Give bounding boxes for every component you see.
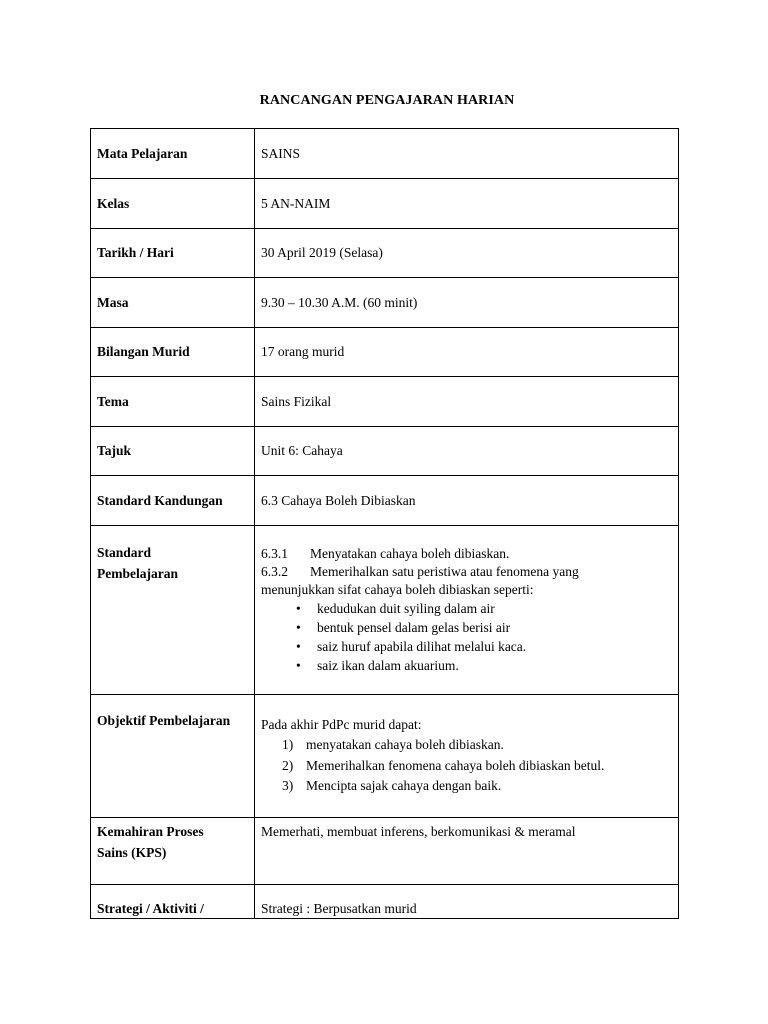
- label-standard-pembelajaran-line1: Standard: [97, 545, 152, 560]
- label-kps: [91, 818, 255, 885]
- bullet-icon: •: [296, 620, 301, 635]
- value-mata-pelajaran: SAINS: [255, 129, 679, 179]
- objektif-num: 1): [282, 737, 294, 752]
- bullet-icon: •: [296, 658, 301, 673]
- lesson-plan-table: [90, 128, 679, 919]
- value-strategi: Strategi : Berpusatkan murid: [255, 885, 679, 919]
- table-row-kps: [91, 818, 679, 885]
- objektif-num: 3): [282, 778, 294, 793]
- objektif-text: Memerihalkan fenomena cahaya boleh dibiaskan betul.: [306, 757, 605, 773]
- label-kps-line1: Kemahiran Proses: [97, 824, 204, 839]
- sp-item-1-text: Menyatakan cahaya boleh dibiaskan.: [310, 546, 510, 561]
- sp-bullet-text: bentuk pensel dalam gelas berisi air: [317, 620, 511, 635]
- label-standard-pembelajaran-line2: Pembelajaran: [97, 566, 178, 581]
- list-item: [261, 637, 672, 656]
- label-tema: Tema: [91, 377, 255, 427]
- sp-item-2: [261, 563, 672, 581]
- label-standard-kandungan: Standard Kandungan: [91, 476, 255, 526]
- label-bilangan-murid: Bilangan Murid: [91, 328, 255, 377]
- value-tema: Sains Fizikal: [255, 377, 679, 427]
- objektif-list: [261, 735, 672, 797]
- objektif-intro: Pada akhir PdPc murid dapat:: [261, 717, 422, 732]
- label-kelas: Kelas: [91, 179, 255, 229]
- table-row-kelas: [91, 179, 679, 229]
- value-tajuk: Unit 6: Cahaya: [255, 427, 679, 476]
- label-tarikh: Tarikh / Hari: [91, 229, 255, 278]
- value-objektif: [255, 695, 679, 818]
- list-item: [261, 756, 672, 777]
- label-objektif: Objektif Pembelajaran: [91, 695, 255, 818]
- table-row-tajuk: [91, 427, 679, 476]
- list-item: [261, 656, 672, 675]
- objektif-text: menyatakan cahaya boleh dibiaskan.: [306, 737, 504, 752]
- table-row-mata-pelajaran: [91, 129, 679, 179]
- page-title: RANCANGAN PENGAJARAN HARIAN: [259, 93, 515, 108]
- sp-item-2-continuation: menunjukkan sifat cahaya boleh dibiaskan seperti:: [261, 582, 534, 597]
- sp-bullet-text: saiz ikan dalam akuarium.: [317, 658, 459, 673]
- table-row-standard-pembelajaran: [91, 526, 679, 695]
- table-row-objektif: [91, 695, 679, 818]
- label-tajuk: Tajuk: [91, 427, 255, 476]
- value-standard-kandungan: 6.3 Cahaya Boleh Dibiaskan: [255, 476, 679, 526]
- sp-bullet-text: kedudukan duit syiling dalam air: [317, 601, 495, 616]
- label-kps-line2: Sains (KPS): [97, 845, 167, 860]
- label-mata-pelajaran: Mata Pelajaran: [91, 129, 255, 179]
- value-masa: 9.30 – 10.30 A.M. (60 minit): [255, 278, 679, 328]
- list-item: [261, 599, 672, 618]
- value-bilangan-murid: 17 orang murid: [255, 328, 679, 377]
- list-item: [261, 735, 672, 756]
- sp-item-2-num: 6.3.2: [261, 564, 288, 579]
- list-item: [261, 618, 672, 637]
- label-standard-pembelajaran: [91, 526, 255, 695]
- objektif-text: Mencipta sajak cahaya dengan baik.: [306, 778, 502, 793]
- table-row-strategi: [91, 885, 679, 919]
- label-strategi: Strategi / Aktiviti /: [91, 885, 255, 919]
- bullet-icon: •: [296, 639, 301, 654]
- list-item: [261, 776, 672, 797]
- table-row-standard-kandungan: [91, 476, 679, 526]
- label-masa: Masa: [91, 278, 255, 328]
- table-row-tema: [91, 377, 679, 427]
- table-row-masa: [91, 278, 679, 328]
- value-tarikh: 30 April 2019 (Selasa): [255, 229, 679, 278]
- sp-bullet-list: [261, 599, 672, 675]
- bullet-icon: •: [296, 601, 301, 616]
- value-kps: Memerhati, membuat inferens, berkomunikasi & meramal: [255, 818, 679, 885]
- sp-item-2-text: Memerihalkan satu peristiwa atau fenomena yang: [310, 564, 579, 579]
- table-row-bilangan-murid: [91, 328, 679, 377]
- objektif-num: 2): [282, 757, 294, 773]
- sp-item-1-num: 6.3.1: [261, 546, 288, 561]
- value-standard-pembelajaran: [255, 526, 679, 695]
- value-kelas: 5 AN-NAIM: [255, 179, 679, 229]
- sp-item-1: [261, 545, 672, 563]
- table-row-tarikh: [91, 229, 679, 278]
- sp-bullet-text: saiz huruf apabila dilihat melalui kaca.: [317, 639, 527, 654]
